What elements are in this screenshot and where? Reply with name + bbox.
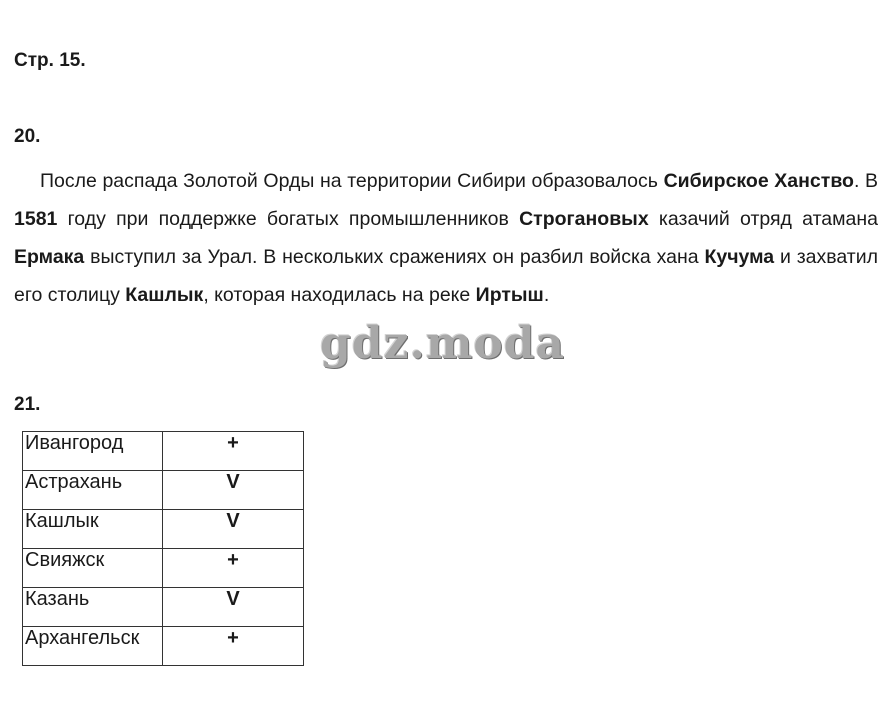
page-reference: Стр. 15. [14, 50, 86, 71]
city-mark-cell: V [163, 588, 304, 627]
table-row [23, 627, 304, 666]
city-name-cell: Свияжск [23, 549, 163, 588]
city-mark-cell: V [163, 510, 304, 549]
task-21-number: 21. [14, 394, 41, 415]
text-segment: После распада Золотой Орды на территории Сибири образовалось [40, 170, 664, 192]
city-mark-cell: + [163, 549, 304, 588]
city-mark-cell: + [163, 432, 304, 471]
city-name-cell: Архангельск [23, 627, 163, 666]
table-row [23, 432, 304, 471]
text-segment: казачий отряд атамана [648, 208, 879, 230]
text-segment: выступил за Урал. В нескольких сражениях он разбил войска хана [84, 246, 705, 268]
text-segment: . В [853, 170, 879, 192]
highlighted-term: Сибирское Ханство [663, 170, 854, 192]
text-segment: и захватил его столицу [14, 246, 879, 306]
table-row [23, 588, 304, 627]
cities-table [22, 431, 304, 666]
highlighted-term: 1581 [14, 208, 58, 230]
highlighted-term: Кашлык [125, 284, 204, 306]
city-mark-cell: V [163, 471, 304, 510]
city-name-cell: Ивангород [23, 432, 163, 471]
city-name-cell: Астрахань [23, 471, 163, 510]
highlighted-term: Строгановых [519, 208, 649, 230]
highlighted-term: Иртыш [475, 284, 544, 306]
task-20-number: 20. [14, 126, 41, 147]
city-name-cell: Кашлык [23, 510, 163, 549]
highlighted-term: Кучума [704, 246, 775, 268]
text-segment: году при поддержке богатых промышленников [57, 208, 520, 230]
text-segment: , которая находилась на реке [203, 284, 476, 306]
city-mark-cell: + [163, 627, 304, 666]
table-row [23, 510, 304, 549]
task-20-answer-paragraph [14, 162, 878, 314]
table-row [23, 549, 304, 588]
text-segment: . [543, 284, 550, 306]
watermark-logo: gdz.moda [320, 318, 566, 369]
table-row [23, 471, 304, 510]
highlighted-term: Ермака [14, 246, 85, 268]
city-name-cell: Казань [23, 588, 163, 627]
